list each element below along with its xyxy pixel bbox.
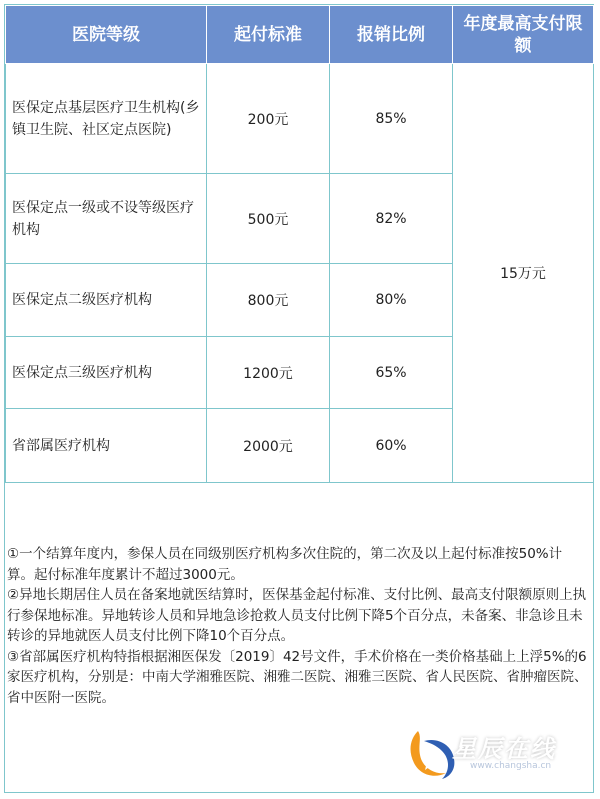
header-hospital-level: 医院等级: [6, 6, 207, 64]
table-header-row: [6, 6, 594, 64]
cell-threshold: 500元: [207, 174, 330, 264]
cell-threshold: 200元: [207, 64, 330, 174]
cell-ratio: 80%: [330, 264, 453, 337]
notes-body: [7, 544, 589, 708]
cell-level: 医保定点二级医疗机构: [6, 264, 207, 337]
cell-threshold: 1200元: [207, 337, 330, 409]
watermark-logo: [404, 727, 584, 783]
cell-ratio: 82%: [330, 174, 453, 264]
cell-threshold: 2000元: [207, 409, 330, 483]
cell-ratio: 85%: [330, 64, 453, 174]
insurance-table-sheet: [4, 4, 594, 793]
header-max-limit: 年度最高支付限额: [453, 6, 594, 64]
header-ratio: 报销比例: [330, 6, 453, 64]
note-2: ②异地长期居住人员在备案地就医结算时，医保基金起付标准、支付比例、最高支付限额原则上执行参保地标准。异地转诊人员和异地急诊抢救人员支付比例下降5个百分点，未备案、非急诊且未转诊的异地就医人员支付比例下降10个百分点。: [7, 587, 587, 644]
table-row: [6, 64, 594, 174]
cell-max-limit: 15万元: [453, 64, 594, 483]
note-1: ①一个结算年度内，参保人员在同级别医疗机构多次住院的，第二次及以上起付标准按50%计算。起付标准年度累计不超过3000元。: [7, 546, 563, 583]
cell-level: 医保定点一级或不设等级医疗机构: [6, 174, 207, 264]
watermark-url: www.changsha.cn: [470, 761, 552, 771]
cell-level: 省部属医疗机构: [6, 409, 207, 483]
cell-threshold: 800元: [207, 264, 330, 337]
cell-level: 医保定点基层医疗卫生机构(乡镇卫生院、社区定点医院): [6, 64, 207, 174]
watermark-brand: 星辰在线: [452, 735, 556, 763]
reimbursement-table: [5, 5, 594, 483]
note-3: ③省部属医疗机构特指根据湘医保发〔2019〕42号文件，手术价格在一类价格基础上上浮5%的6家医疗机构，分别是：中南大学湘雅医院、湘雅二医院、湘雅三医院、省人民医院、省肿瘤医院、省中医附一医院。: [7, 648, 588, 706]
cell-ratio: 65%: [330, 337, 453, 409]
header-threshold: 起付标准: [207, 6, 330, 64]
cell-level: 医保定点三级医疗机构: [6, 337, 207, 409]
cell-ratio: 60%: [330, 409, 453, 483]
